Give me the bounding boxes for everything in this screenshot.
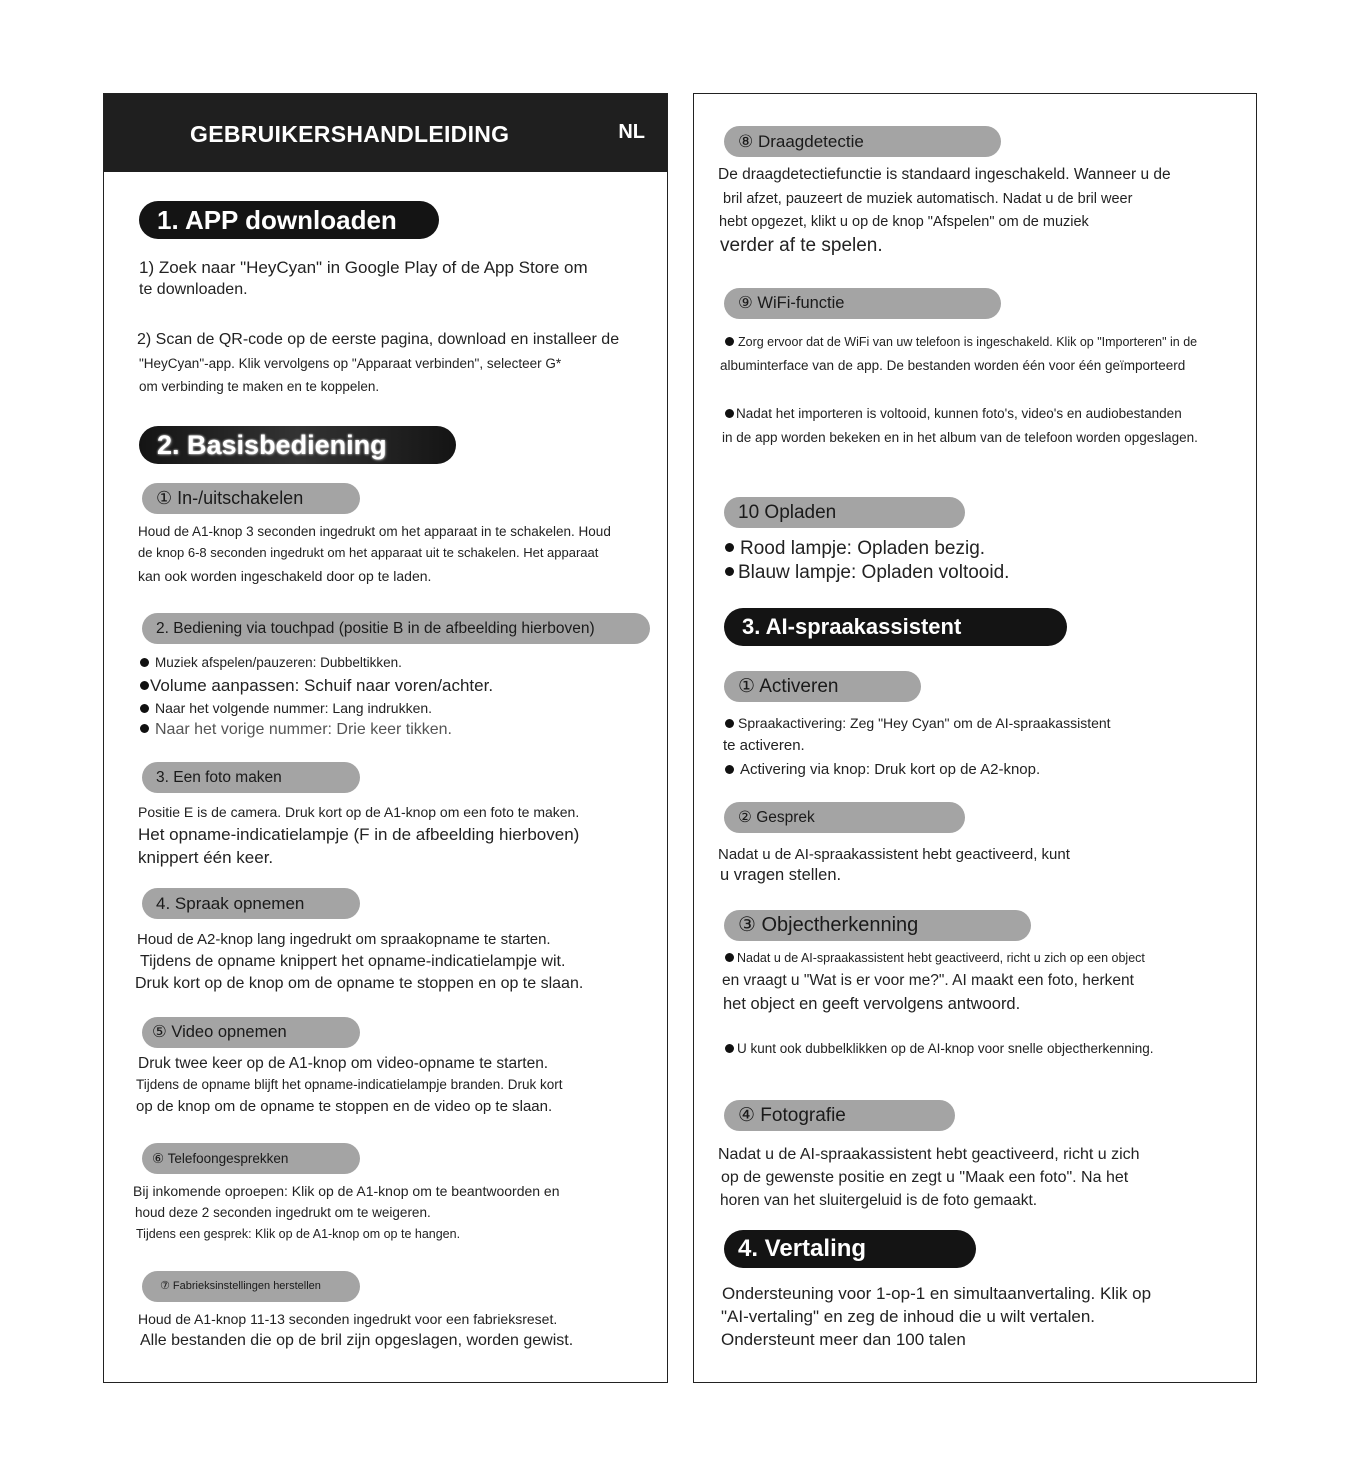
activate-line-1: Spraakactivering: Zeg "Hey Cyan" om de AI-spraakassistent xyxy=(725,715,1111,731)
s1-line-1: 1) Zoek naar "HeyCyan" in Google Play of de App Store om xyxy=(139,258,588,277)
voice-line-3: Druk kort op de knop om de opname te stoppen en op te slaan. xyxy=(135,975,584,992)
reset-line-2: Alle bestanden die op de bril zijn opgeslagen, worden gewist. xyxy=(140,1332,574,1349)
sub-wear-label: ⑧ Draagdetectie xyxy=(724,126,1001,157)
language-code: NL xyxy=(618,121,645,143)
calls-line-3: Tijdens een gesprek: Klik op de A1-knop om op te hangen. xyxy=(136,1227,461,1241)
photo-line-1: Positie E is de camera. Druk kort op de A1-knop om een foto te maken. xyxy=(138,804,580,820)
sub-calls-label: ⑥ Telefoongesprekken xyxy=(142,1143,360,1174)
translate-line-2: "AI-vertaling" en zeg de inhoud die u wilt vertalen. xyxy=(721,1307,1096,1326)
s1-line-3: 2) Scan de QR-code op de eerste pagina, download en installeer de xyxy=(137,331,620,348)
touchpad-item-3: Naar het volgende nummer: Lang indrukken. xyxy=(140,700,432,716)
video-line-2: Tijdens de opname blijft het opname-indicatielampje branden. Druk kort xyxy=(136,1077,563,1092)
touchpad-item-4: Naar het vorige nummer: Drie keer tikken. xyxy=(140,721,452,739)
translate-line-3: Ondersteunt meer dan 100 talen xyxy=(721,1330,966,1349)
section-3-heading: 3. AI-spraakassistent xyxy=(724,608,1067,646)
wear-line-3: hebt opgezet, klikt u op de knop "Afspelen" om de muziek xyxy=(719,214,1089,230)
calls-line-2: houd deze 2 seconden ingedrukt om te weigeren. xyxy=(135,1205,431,1220)
wifi-line-4: in de app worden bekeken en in het album van de telefoon worden opgeslagen. xyxy=(722,430,1198,445)
wifi-line-2: albuminterface van de app. De bestanden worden één voor één geïmporteerd xyxy=(720,358,1186,373)
manual-title: GEBRUIKERSHANDLEIDING xyxy=(190,121,510,147)
s1-line-4: "HeyCyan"-app. Klik vervolgens op "Apparaat verbinden", selecteer G* xyxy=(139,356,562,371)
video-line-1: Druk twee keer op de A1-knop om video-opname te starten. xyxy=(138,1055,549,1072)
photo-line-2: Het opname-indicatielampje (F in de afbeelding hierboven) xyxy=(138,825,580,844)
activate-line-3: Activering via knop: Druk kort op de A2-knop. xyxy=(725,761,1040,778)
sub-charge-label: 10 Opladen xyxy=(724,497,965,528)
object-line-1: Nadat u de AI-spraakassistent hebt geactiveerd, richt u zich op een object xyxy=(725,951,1145,965)
sub-video-label: ⑤ Video opnemen xyxy=(142,1017,360,1048)
sub-touchpad-label: 2. Bediening via touchpad (positie B in de afbeelding hierboven) xyxy=(142,613,650,644)
charge-item-1: Rood lampje: Opladen bezig. xyxy=(725,538,985,560)
voice-line-2: Tijdens de opname knippert het opname-indicatielampje wit. xyxy=(140,953,566,970)
chat-line-1: Nadat u de AI-spraakassistent hebt geactiveerd, kunt xyxy=(718,846,1070,863)
sub-photo-label: 3. Een foto maken xyxy=(142,762,360,793)
s1-line-5: om verbinding te maken en te koppelen. xyxy=(139,379,380,394)
reset-line-1: Houd de A1-knop 11-13 seconden ingedrukt voor een fabrieksreset. xyxy=(138,1311,558,1327)
sub-photography-label: ④ Fotografie xyxy=(724,1100,955,1131)
photography-line-3: horen van het sluitergeluid is de foto gemaakt. xyxy=(720,1192,1038,1209)
calls-line-1: Bij inkomende oproepen: Klik op de A1-knop om te beantwoorden en xyxy=(133,1183,560,1199)
sub-voice-label: 4. Spraak opnemen xyxy=(142,888,360,919)
activate-line-2: te activeren. xyxy=(723,737,805,754)
object-line-2: en vraagt u "Wat is er voor me?". AI maakt een foto, herkent xyxy=(722,972,1134,989)
section-1-heading: 1. APP downloaden xyxy=(139,201,439,239)
voice-line-1: Houd de A2-knop lang ingedrukt om spraakopname te starten. xyxy=(137,931,551,948)
sub-reset-label: ⑦ Fabrieksinstellingen herstellen xyxy=(142,1271,360,1302)
right-page xyxy=(693,93,1257,1383)
s1-line-2: te downloaden. xyxy=(139,281,248,298)
object-line-4: U kunt ook dubbelklikken op de AI-knop voor snelle objectherkenning. xyxy=(725,1041,1154,1056)
section-4-heading: 4. Vertaling xyxy=(724,1230,976,1268)
wear-line-2: bril afzet, pauzeert de muziek automatisch. Nadat u de bril weer xyxy=(723,191,1133,207)
power-line-3: kan ook worden ingeschakeld door op te laden. xyxy=(138,568,432,584)
manual-header xyxy=(104,94,667,172)
wifi-line-3: Nadat het importeren is voltooid, kunnen foto's, video's en audiobestanden xyxy=(725,406,1182,421)
sub-activate-label: ① Activeren xyxy=(724,671,921,702)
wear-line-1: De draagdetectiefunctie is standaard ingeschakeld. Wanneer u de xyxy=(718,166,1171,183)
sub-object-label: ③ Objectherkenning xyxy=(724,910,1031,941)
chat-line-2: u vragen stellen. xyxy=(720,866,842,884)
section-2-heading: 2. Basisbediening xyxy=(139,426,456,464)
photography-line-1: Nadat u de AI-spraakassistent hebt geactiveerd, richt u zich xyxy=(718,1146,1140,1163)
sub-wifi-label: ⑨ WiFi-functie xyxy=(724,288,1001,319)
object-line-3: het object en geeft vervolgens antwoord. xyxy=(723,995,1021,1013)
power-line-1: Houd de A1-knop 3 seconden ingedrukt om het apparaat in te schakelen. Houd xyxy=(138,524,611,539)
video-line-3: op de knop om de opname te stoppen en de video op te slaan. xyxy=(136,1098,553,1115)
photo-line-3: knippert één keer. xyxy=(138,848,274,867)
touchpad-item-2: Volume aanpassen: Schuif naar voren/achter. xyxy=(140,676,493,696)
touchpad-item-1: Muziek afspelen/pauzeren: Dubbeltikken. xyxy=(140,655,402,670)
photography-line-2: op de gewenste positie en zegt u "Maak een foto". Na het xyxy=(721,1169,1129,1186)
left-page xyxy=(103,93,668,1383)
sub-power-label: ① In-/uitschakelen xyxy=(142,483,360,514)
translate-line-1: Ondersteuning voor 1-op-1 en simultaanvertaling. Klik op xyxy=(722,1284,1152,1303)
charge-item-2: Blauw lampje: Opladen voltooid. xyxy=(725,562,1009,584)
wear-line-4: verder af te spelen. xyxy=(720,235,883,256)
wifi-line-1: Zorg ervoor dat de WiFi van uw telefoon is ingeschakeld. Klik op "Importeren" in de xyxy=(725,335,1197,349)
sub-chat-label: ② Gesprek xyxy=(724,802,965,833)
power-line-2: de knop 6-8 seconden ingedrukt om het apparaat uit te schakelen. Het apparaat xyxy=(138,545,599,560)
